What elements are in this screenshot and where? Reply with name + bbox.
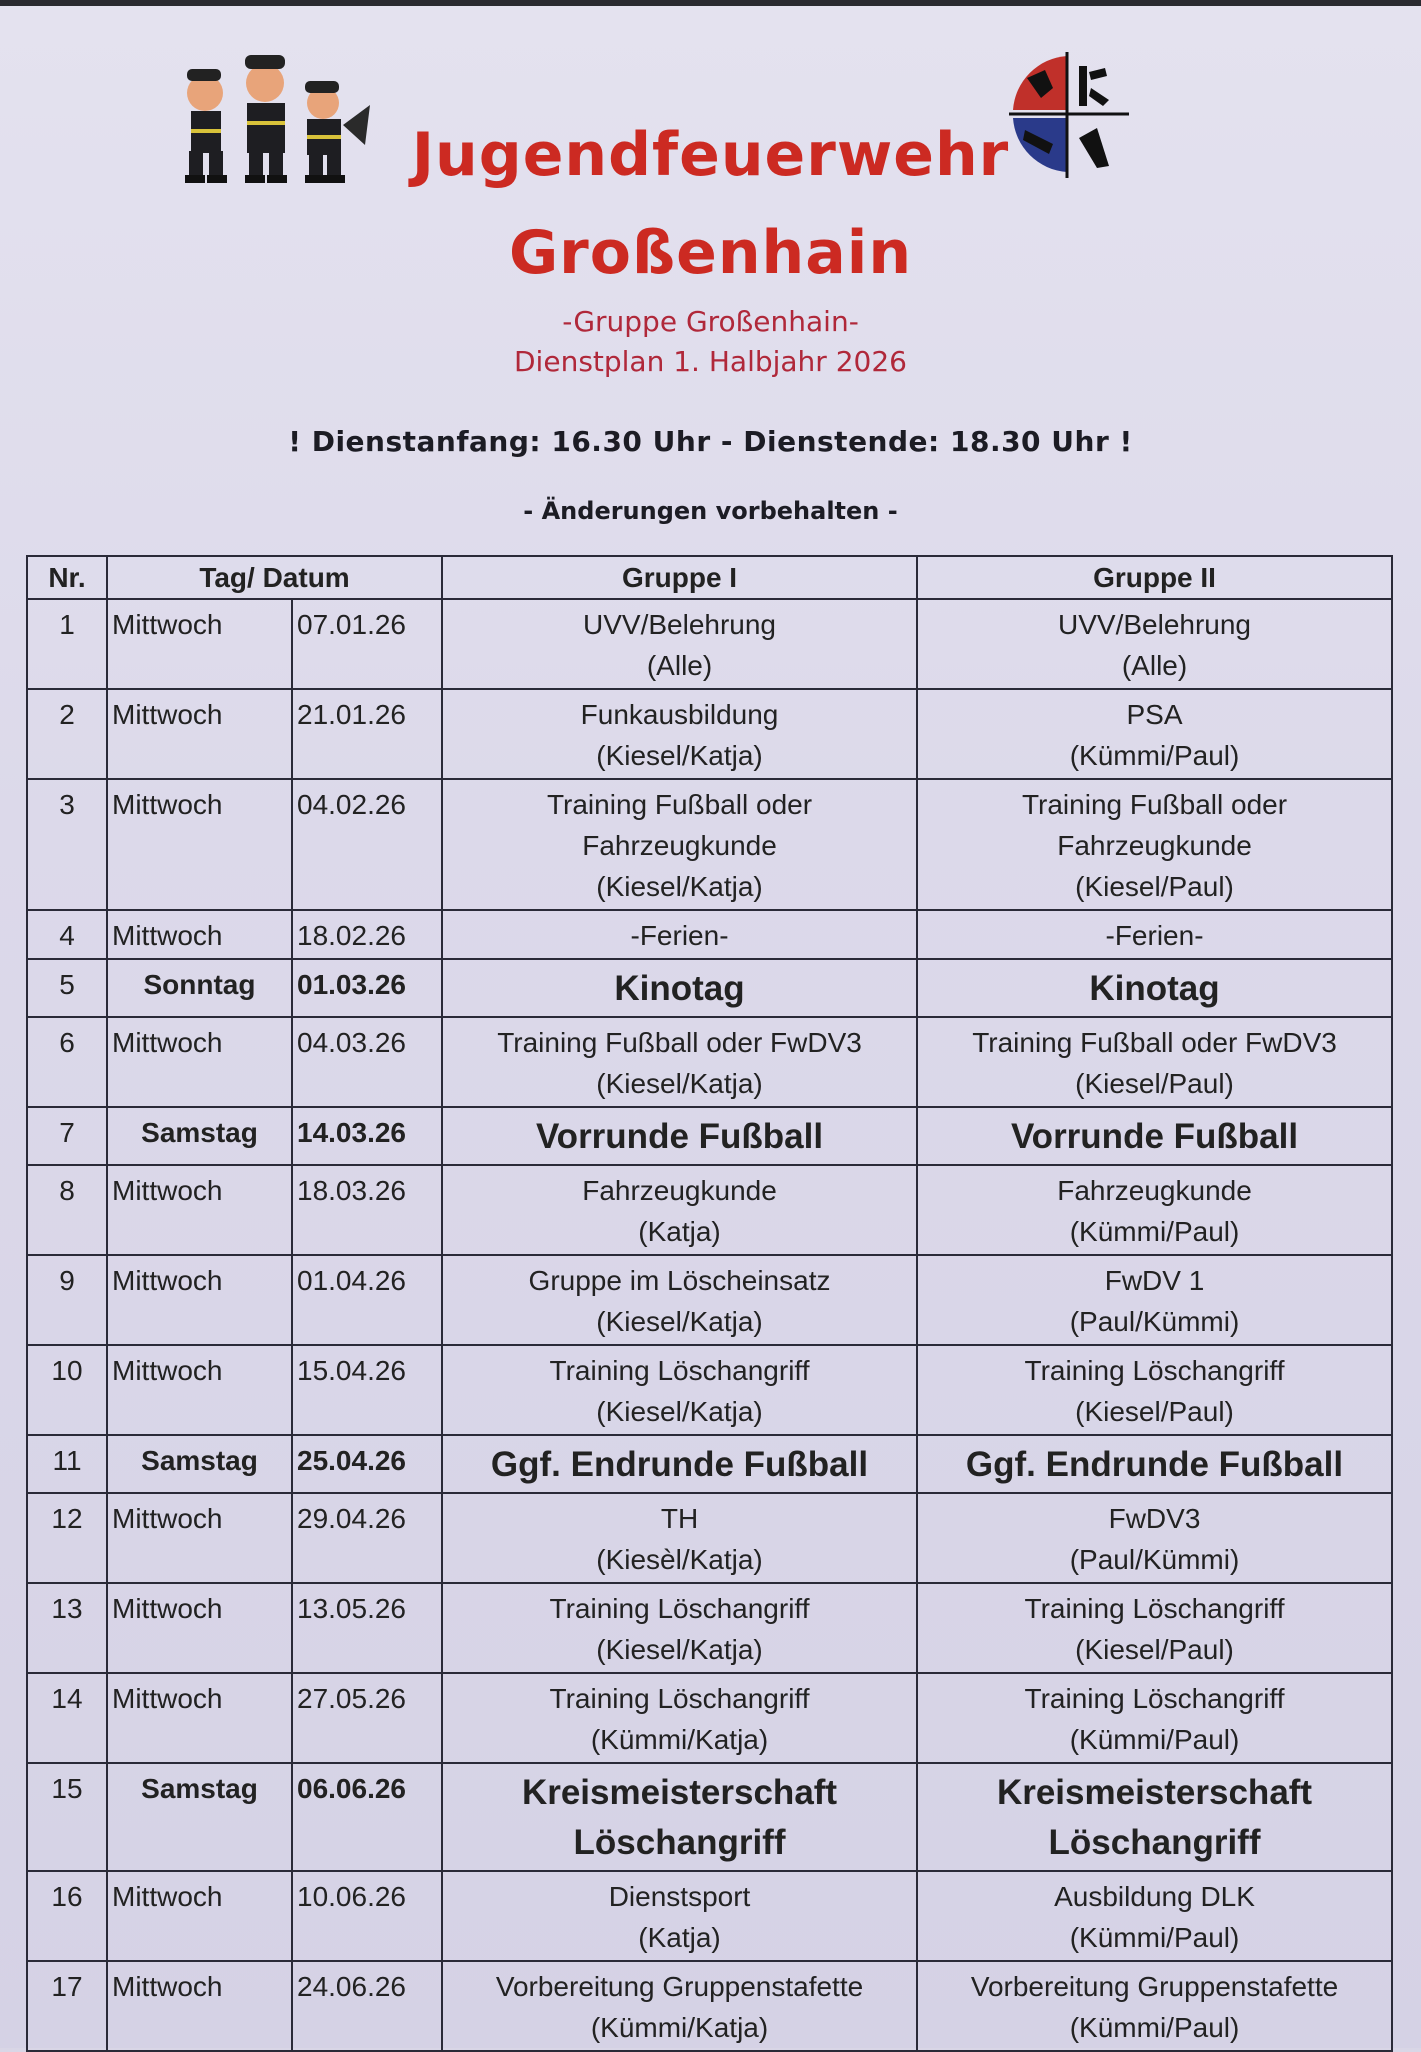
row-day: Mittwoch <box>107 689 292 779</box>
group-2-cell <box>917 1493 1392 1583</box>
cell-line: (Kiesel/Paul) <box>1075 1068 1234 1099</box>
table-row <box>27 1583 1392 1673</box>
row-day: Mittwoch <box>107 1673 292 1763</box>
group-2-cell <box>917 779 1392 910</box>
cell-line: Löschangriff <box>573 1823 786 1862</box>
table-row <box>27 1763 1392 1871</box>
row-number: 1 <box>27 599 107 689</box>
cell-line: (Kümmi/Katja) <box>590 1724 769 1755</box>
cell-line: Ggf. Endrunde Fußball <box>965 1445 1344 1484</box>
header-group-2: Gruppe II <box>917 556 1392 599</box>
row-date: 13.05.26 <box>292 1583 442 1673</box>
cell-line: (Kiesel/Katja) <box>596 1068 763 1099</box>
row-date: 04.03.26 <box>292 1017 442 1107</box>
cell-line: Training Löschangriff <box>549 1593 810 1624</box>
row-number: 6 <box>27 1017 107 1107</box>
cell-line: Training Fußball oder FwDV3 <box>972 1027 1337 1058</box>
cell-line: (Kiesel/Katja) <box>596 1634 763 1665</box>
row-date: 25.04.26 <box>292 1435 442 1493</box>
cell-line: Fahrzeugkunde <box>582 830 777 861</box>
row-date: 04.02.26 <box>292 779 442 910</box>
cell-line: Ausbildung DLK <box>1054 1881 1255 1912</box>
row-date: 18.03.26 <box>292 1165 442 1255</box>
row-day: Mittwoch <box>107 910 292 959</box>
row-day: Samstag <box>107 1435 292 1493</box>
cell-line: Training Löschangriff <box>549 1683 810 1714</box>
group-2-cell <box>917 959 1392 1017</box>
table-row <box>27 1165 1392 1255</box>
cell-line: (Kiesel/Paul) <box>1075 1396 1234 1427</box>
cell-line: (Kümmi/Paul) <box>1069 1922 1240 1953</box>
row-date: 01.04.26 <box>292 1255 442 1345</box>
group-1-cell <box>442 1435 917 1493</box>
row-date: 18.02.26 <box>292 910 442 959</box>
group-2-cell <box>917 1165 1392 1255</box>
group-1-cell <box>442 1493 917 1583</box>
group-2-cell <box>917 1017 1392 1107</box>
row-day: Sonntag <box>107 959 292 1017</box>
title-line-2: Großenhain <box>508 218 913 288</box>
table-row <box>27 910 1392 959</box>
cell-line: Kinotag <box>614 969 745 1008</box>
row-number: 13 <box>27 1583 107 1673</box>
cell-line: Training Löschangriff <box>1024 1683 1285 1714</box>
cell-line: Training Fußball oder <box>1021 789 1288 820</box>
cell-line: Vorrunde Fußball <box>1010 1117 1299 1156</box>
group-2-cell <box>917 910 1392 959</box>
cell-line: Löschangriff <box>1048 1823 1261 1862</box>
group-2-cell <box>917 1673 1392 1763</box>
group-1-cell <box>442 1961 917 2051</box>
row-number: 5 <box>27 959 107 1017</box>
row-day: Mittwoch <box>107 779 292 910</box>
row-date: 06.06.26 <box>292 1763 442 1871</box>
row-day: Mittwoch <box>107 1165 292 1255</box>
group-2-cell <box>917 1763 1392 1871</box>
row-date: 07.01.26 <box>292 599 442 689</box>
group-2-cell <box>917 599 1392 689</box>
cell-line: Fahrzeugkunde <box>582 1175 777 1206</box>
cell-line: FwDV3 <box>1108 1503 1201 1534</box>
cell-line: Training Fußball oder FwDV3 <box>497 1027 862 1058</box>
cell-line: (Kümmi/Paul) <box>1069 740 1240 771</box>
cell-line: (Kiesèl/Katja) <box>596 1544 763 1575</box>
row-number: 9 <box>27 1255 107 1345</box>
row-day: Samstag <box>107 1763 292 1871</box>
row-date: 21.01.26 <box>292 689 442 779</box>
group-1-cell <box>442 1165 917 1255</box>
row-date: 14.03.26 <box>292 1107 442 1165</box>
row-number: 15 <box>27 1763 107 1871</box>
cell-line: Vorrunde Fußball <box>535 1117 824 1156</box>
cell-line: (Kiesel/Paul) <box>1075 1634 1234 1665</box>
group-2-cell <box>917 689 1392 779</box>
group-1-cell <box>442 779 917 910</box>
header-group-1: Gruppe I <box>442 556 917 599</box>
table-row <box>27 1493 1392 1583</box>
group-1-cell <box>442 599 917 689</box>
group-subtitle: -Gruppe Großenhain- <box>562 305 859 338</box>
group-1-cell <box>442 1345 917 1435</box>
cell-line: (Kümmi/Paul) <box>1069 2012 1240 2043</box>
row-number: 2 <box>27 689 107 779</box>
table-row <box>27 779 1392 910</box>
top-edge <box>0 0 1421 6</box>
cell-line: Kreismeisterschaft <box>996 1773 1313 1812</box>
group-1-cell <box>442 1763 917 1871</box>
cell-line: Training Löschangriff <box>1024 1593 1285 1624</box>
row-number: 11 <box>27 1435 107 1493</box>
group-2-cell <box>917 1107 1392 1165</box>
cell-line: (Kiesel/Katja) <box>596 871 763 902</box>
cell-line: Vorbereitung Gruppenstafette <box>495 1971 864 2002</box>
cell-line: Kinotag <box>1089 969 1220 1008</box>
row-number: 16 <box>27 1871 107 1961</box>
row-number: 14 <box>27 1673 107 1763</box>
row-day: Samstag <box>107 1107 292 1165</box>
cell-line: (Kiesel/Katja) <box>596 740 763 771</box>
cell-line: Training Fußball oder <box>546 789 813 820</box>
header-day-date: Tag/ Datum <box>107 556 442 599</box>
cell-line: Training Löschangriff <box>1024 1355 1285 1386</box>
cell-line: (Kümmi/Paul) <box>1069 1724 1240 1755</box>
table-row <box>27 599 1392 689</box>
row-day: Mittwoch <box>107 1255 292 1345</box>
row-date: 10.06.26 <box>292 1871 442 1961</box>
row-day: Mittwoch <box>107 1493 292 1583</box>
cell-line: UVV/Belehrung <box>1058 609 1252 640</box>
cell-line: PSA <box>1126 699 1183 730</box>
row-number: 12 <box>27 1493 107 1583</box>
group-2-cell <box>917 1583 1392 1673</box>
cell-line: Kreismeisterschaft <box>521 1773 838 1812</box>
row-day: Mittwoch <box>107 1345 292 1435</box>
table-row <box>27 1255 1392 1345</box>
row-day: Mittwoch <box>107 1871 292 1961</box>
group-1-cell <box>442 1673 917 1763</box>
title-line-1: Jugendfeuerwehr <box>411 120 1010 190</box>
row-number: 8 <box>27 1165 107 1255</box>
row-number: 10 <box>27 1345 107 1435</box>
cell-line: Fahrzeugkunde <box>1057 1175 1252 1206</box>
group-1-cell <box>442 1583 917 1673</box>
cell-line: UVV/Belehrung <box>583 609 777 640</box>
group-2-cell <box>917 1435 1392 1493</box>
cell-line: (Kiesel/Katja) <box>596 1396 763 1427</box>
row-number: 4 <box>27 910 107 959</box>
table-header-row <box>27 556 1392 599</box>
cell-line: FwDV 1 <box>1104 1265 1205 1296</box>
group-2-cell <box>917 1961 1392 2051</box>
cell-line: Fahrzeugkunde <box>1057 830 1252 861</box>
plan-subtitle: Dienstplan 1. Halbjahr 2026 <box>514 345 907 378</box>
cell-line: (Kümmi/Paul) <box>1069 1216 1240 1247</box>
row-day: Mittwoch <box>107 599 292 689</box>
cell-line: (Alle) <box>646 650 713 681</box>
row-number: 17 <box>27 1961 107 2051</box>
group-1-cell <box>442 1255 917 1345</box>
cell-line: Vorbereitung Gruppenstafette <box>970 1971 1339 2002</box>
row-date: 15.04.26 <box>292 1345 442 1435</box>
row-day: Mittwoch <box>107 1583 292 1673</box>
cell-line: -Ferien- <box>630 920 729 951</box>
row-date: 29.04.26 <box>292 1493 442 1583</box>
cell-line: Training Löschangriff <box>549 1355 810 1386</box>
cell-line: (Katja) <box>638 1216 721 1247</box>
group-1-cell <box>442 689 917 779</box>
cell-line: (Paul/Kümmi) <box>1069 1544 1240 1575</box>
table-row <box>27 689 1392 779</box>
cell-line: Ggf. Endrunde Fußball <box>490 1445 869 1484</box>
table-row <box>27 1017 1392 1107</box>
row-number: 7 <box>27 1107 107 1165</box>
cell-line: -Ferien- <box>1105 920 1204 951</box>
table-row <box>27 1345 1392 1435</box>
row-date: 24.06.26 <box>292 1961 442 2051</box>
group-2-cell <box>917 1871 1392 1961</box>
group-1-cell <box>442 1871 917 1961</box>
service-times: ! Dienstanfang: 16.30 Uhr - Dienstende: 18.30 Uhr ! <box>288 425 1133 458</box>
row-day: Mittwoch <box>107 1961 292 2051</box>
cell-line: (Paul/Kümmi) <box>1069 1306 1240 1337</box>
row-number: 3 <box>27 779 107 910</box>
table-body <box>27 599 1392 2051</box>
group-1-cell <box>442 1107 917 1165</box>
group-1-cell <box>442 1017 917 1107</box>
group-2-cell <box>917 1255 1392 1345</box>
duty-schedule-table <box>26 555 1393 2052</box>
group-1-cell <box>442 910 917 959</box>
cell-line: (Alle) <box>1121 650 1188 681</box>
cell-line: Dienstsport <box>608 1881 751 1912</box>
row-date: 01.03.26 <box>292 959 442 1017</box>
cell-line: TH <box>660 1503 699 1534</box>
table-row <box>27 1673 1392 1763</box>
table-row <box>27 1107 1392 1165</box>
row-date: 27.05.26 <box>292 1673 442 1763</box>
cell-line: (Katja) <box>638 1922 721 1953</box>
group-2-cell <box>917 1345 1392 1435</box>
table-row <box>27 1961 1392 2051</box>
cell-line: Gruppe im Löscheinsatz <box>528 1265 831 1296</box>
cell-line: (Kümmi/Katja) <box>590 2012 769 2043</box>
cell-line: Funkausbildung <box>580 699 779 730</box>
cell-line: (Kiesel/Katja) <box>596 1306 763 1337</box>
row-day: Mittwoch <box>107 1017 292 1107</box>
changes-note: - Änderungen vorbehalten - <box>523 497 898 525</box>
cell-line: (Kiesel/Paul) <box>1075 871 1234 902</box>
group-1-cell <box>442 959 917 1017</box>
header-nr: Nr. <box>27 556 107 599</box>
table-row <box>27 959 1392 1017</box>
table-row <box>27 1435 1392 1493</box>
table-row <box>27 1871 1392 1961</box>
